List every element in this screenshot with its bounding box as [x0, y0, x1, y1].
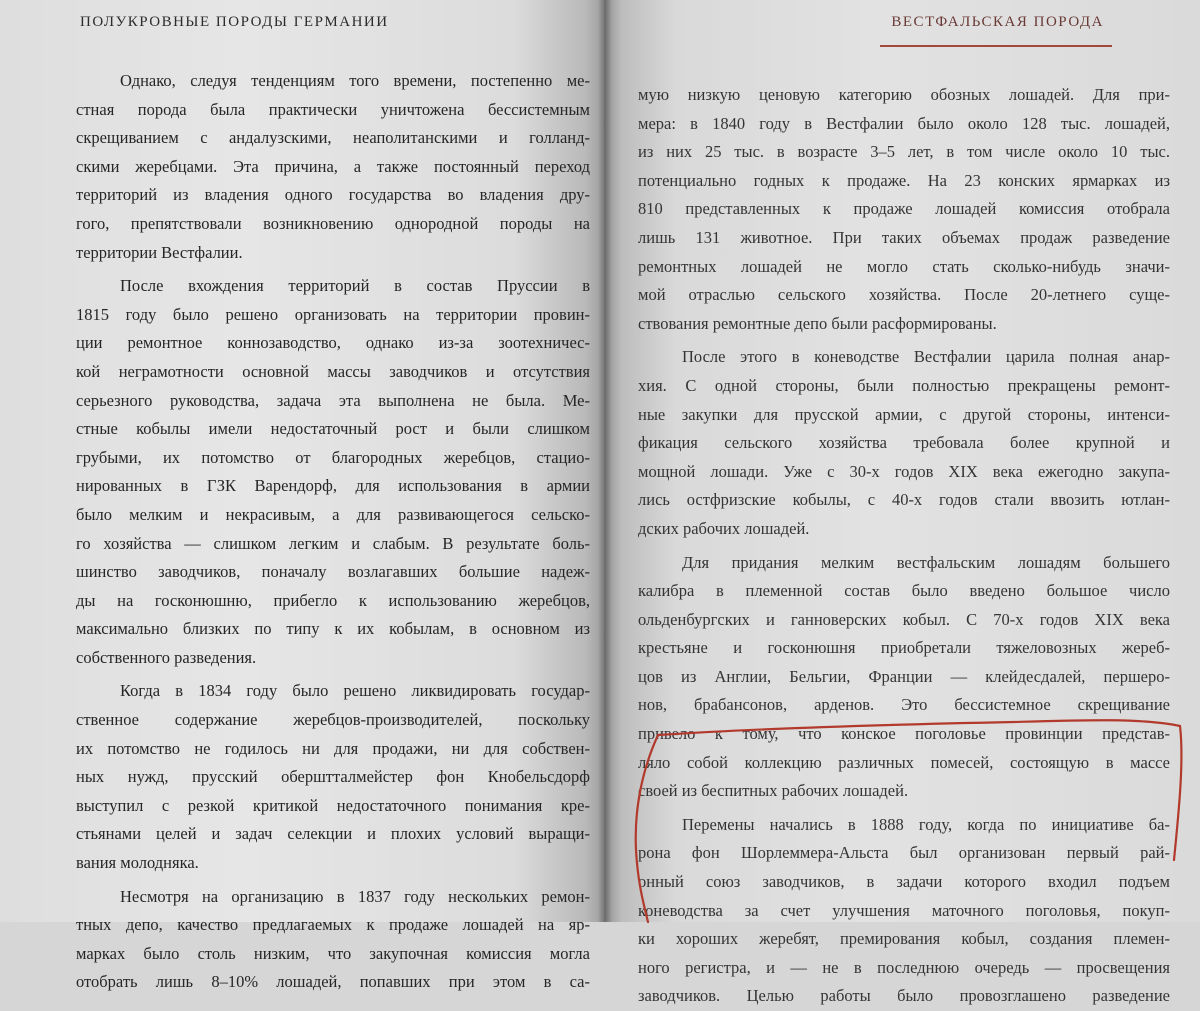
text-line: 1815 году было решено организовать на территории провин- [76, 304, 590, 324]
text-line: было мелким и некрасивым, а для развивающегося сельско- [76, 504, 590, 524]
text-line: ольденбургских и ганноверских кобыл. С 70-х годов XIX века [638, 609, 1170, 629]
left-body-text [76, 67, 590, 997]
right-running-head: ВЕСТФАЛЬСКАЯ ПОРОДА [891, 14, 1104, 30]
text-line: гого, препятствовали возникновению однородной породы на [76, 213, 590, 233]
text-line: После вхождения территорий в состав Пруссии в [120, 276, 590, 296]
text-line: кой неграмотности основной массы заводчиков и отсутствия [76, 361, 590, 381]
text-line: ды на госконюшню, прибегло к использованию жеребцов, [76, 590, 590, 610]
running-head-underline [880, 45, 1112, 47]
text-line: Несмотря на организацию в 1837 году нескольких ремон- [120, 886, 590, 906]
text-line: Когда в 1834 году было решено ликвидировать государ- [120, 681, 590, 701]
text-line: территории Вестфалии. [76, 242, 243, 262]
text-line: отобрать лишь 8–10% лошадей, попавших при этом в са- [76, 972, 590, 992]
text-line: шинство заводчиков, поначалу возлагавших большие надеж- [76, 562, 590, 582]
text-line: крестьяне и госконюшня приобретали тяжеловозных жереб- [638, 638, 1170, 658]
text-line: стьянами целей и задач селекции и плохих условий выращи- [76, 824, 590, 844]
text-line: коневодства за счет улучшения маточного поголовья, покуп- [638, 900, 1170, 920]
text-line: ремонтных лошадей не могло стать сколько-нибудь значи- [638, 256, 1170, 276]
text-line: Перемены начались в 1888 году, когда по инициативе ба- [682, 814, 1170, 834]
left-page [0, 0, 604, 992]
text-line: Для придания мелким вестфальским лошадям большего [682, 552, 1170, 572]
text-line: После этого в коневодстве Вестфалии царила полная анар- [682, 347, 1170, 367]
text-line: нированных в ГЗК Варендорф, для использования в армии [76, 476, 590, 496]
text-line: ки хороших жеребят, премирования кобыл, создания племен- [638, 929, 1170, 949]
text-line: го хозяйства — слишком легким и слабым. В результате боль- [76, 533, 590, 553]
text-line: ных нужд, прусский оберштталмейстер фон Кнобельсдорф [76, 767, 590, 787]
text-line: из них 25 тыс. в возрасте 3–5 лет, в том числе около 10 тыс. [638, 142, 1170, 162]
text-line: грубыми, их потомство от благородных жеребцов, стацио- [76, 447, 590, 467]
text-line: фикация сельского хозяйства требовала более крупной и [638, 433, 1170, 453]
text-line: ции ремонтное коннозаводство, однако из-за зоотехничес- [76, 333, 590, 353]
text-line: дских рабочих лошадей. [638, 518, 810, 538]
right-body-text [638, 81, 1170, 1011]
text-line: максимально близких по типу к их кобылам, в основном из [76, 619, 590, 639]
text-line: мера: в 1840 году в Вестфалии было около 128 тыс. лошадей, [638, 113, 1170, 133]
book-gutter-shadow [598, 0, 612, 922]
text-line: заводчиков. Целью работы было провозглашено разведение [638, 986, 1170, 1006]
right-page [604, 0, 1200, 1006]
text-line: стные кобылы имели недостаточный рост и были слишком [76, 419, 590, 439]
text-line: скими жеребцами. Эта причина, а также постоянный переход [76, 156, 590, 176]
text-line: тных депо, качество предлагаемых к продаже лошадей на яр- [76, 915, 590, 935]
text-line: их потомство не годилось ни для продажи, ни для собствен- [76, 738, 590, 758]
text-line: хия. С одной стороны, были полностью прекращены ремонт- [638, 375, 1170, 395]
text-line: Однако, следуя тенденциям того времени, постепенно ме- [120, 71, 590, 90]
text-line: серьезного руководства, задача эта выполнена не была. Ме- [76, 390, 590, 410]
text-line: калибра в племенной состав было введено большое число [638, 581, 1170, 601]
text-line: выступил с резкой критикой недостаточного понимания кре- [76, 795, 590, 815]
text-line: стная порода была практически уничтожена бессистемным [76, 99, 590, 119]
text-line: скрещиванием с андалузскими, неаполитанскими и голланд- [76, 128, 590, 148]
text-line: 810 представленных к продаже лошадей комиссия отобрала [638, 199, 1170, 219]
text-line: потенциально годных к продаже. На 23 конских ярмарках из [638, 170, 1170, 190]
text-line: марках было столь низким, что закупочная комиссия могла [76, 943, 590, 963]
text-line: рона фон Шорлеммера-Альста был организован первый рай- [638, 843, 1170, 863]
left-running-head: ПОЛУКРОВНЫЕ ПОРОДЫ ГЕРМАНИИ [80, 14, 389, 30]
text-line: ные закупки для прусской армии, с другой стороны, интенси- [638, 404, 1170, 424]
text-line: лись остфризские кобылы, с 40-х годов стали ввозить ютлан- [638, 490, 1170, 510]
text-line: мой отраслью сельского хозяйства. После 20-летнего суще- [638, 285, 1170, 305]
text-line: территорий из владения одного государства во владения дру- [76, 185, 590, 205]
text-line: ствования ремонтные депо были расформированы. [638, 313, 997, 333]
text-line: своей из беспитных рабочих лошадей. [638, 781, 909, 801]
text-line: собственного разведения. [76, 647, 257, 667]
text-line: мую низкую ценовую категорию обозных лошадей. Для при- [638, 85, 1170, 104]
text-line: нов, брабансонов, арденов. Это бессистемное скрещивание [638, 695, 1170, 715]
text-line: лишь 131 животное. При таких объемах продаж разведение [638, 227, 1170, 247]
text-line: ляло собой коллекцию различных помесей, состоящую в массе [638, 752, 1170, 772]
text-line: ственное содержание жеребцов-производителей, поскольку [76, 710, 590, 730]
text-line: цов из Англии, Бельгии, Франции — клейдесдалей, першеро- [638, 666, 1170, 686]
text-line: онный союз заводчиков, в задачи которого входил подъем [638, 872, 1170, 892]
text-line: ного регистра, и — не в последнюю очередь — просвещения [638, 957, 1170, 977]
text-line: привело к тому, что конское поголовье провинции представ- [638, 724, 1170, 744]
text-line: вания молодняка. [76, 853, 199, 873]
text-line: мощной лошади. Уже с 30-х годов XIX века ежегодно закупа- [638, 461, 1170, 481]
